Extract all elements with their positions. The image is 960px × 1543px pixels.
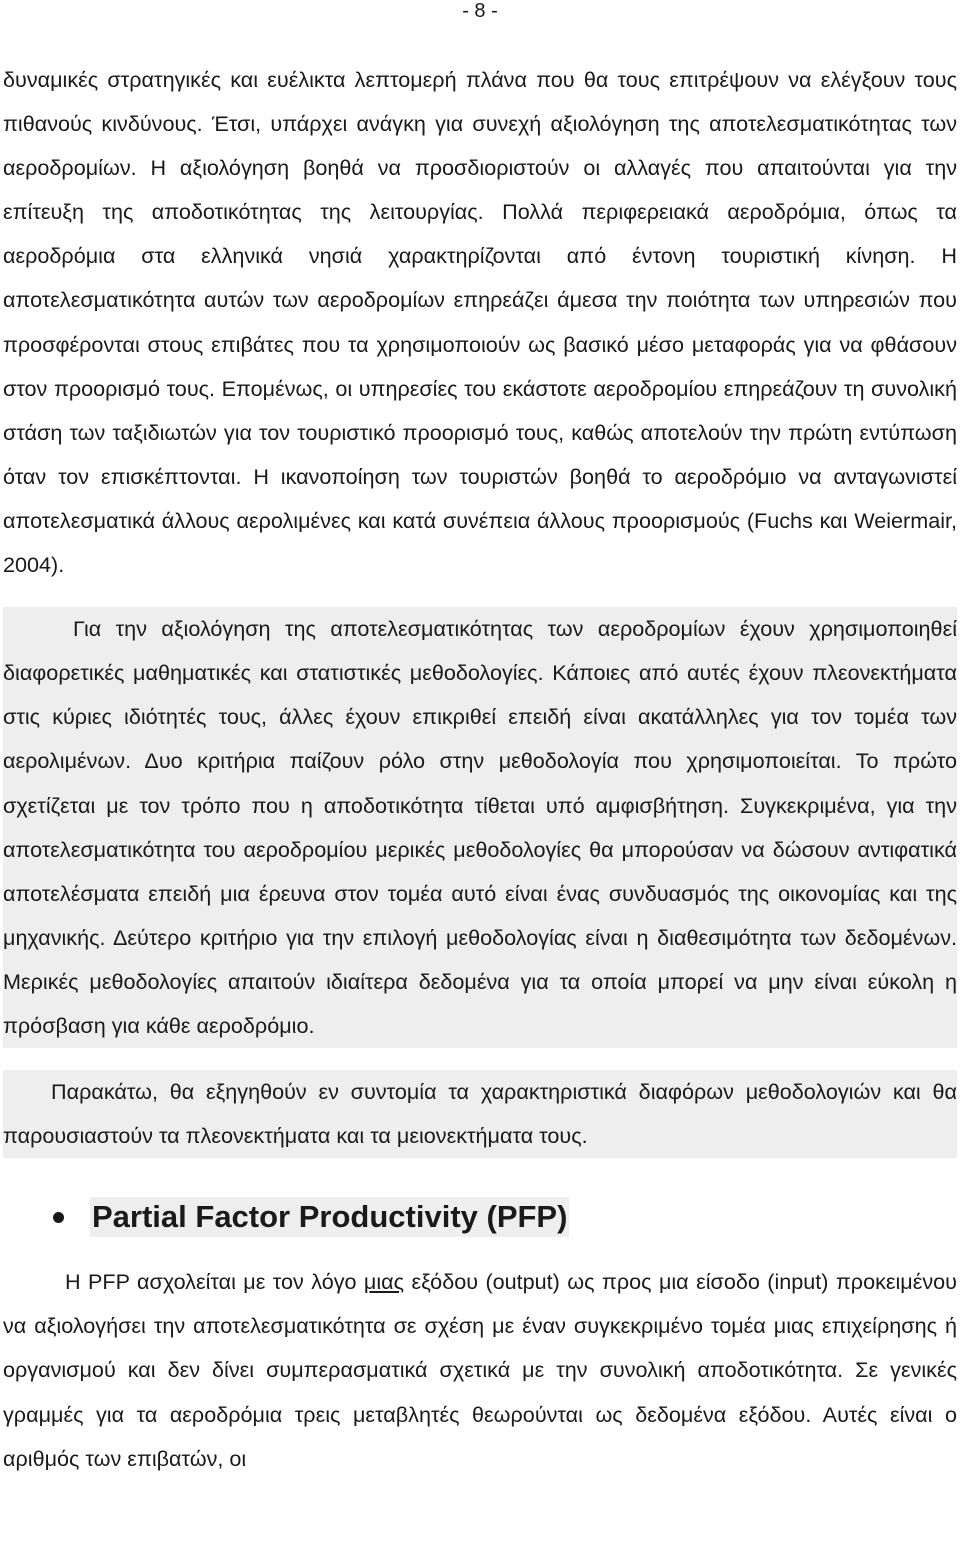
section-heading-pfp	[3, 1192, 957, 1242]
paragraph-evaluation-methodologies: Για την αξιολόγηση της αποτελεσματικότητας των αεροδρομίων έχουν χρησιμοποιηθεί διαφορετικές μαθηματικές και στατιστικές μεθοδολογίες. Κάποιες από αυτές έχουν πλεονεκτήματα στις κύριες ιδιότητές τους, άλλες έχουν επικριθεί επειδή είναι ακατάλληλες για τον τομέα των αερολιμένων. Δυο κριτήρια παίζουν ρόλο στην μεθοδολογία που χρησιμοποιείται. Το πρώτο σχετίζεται με τον τρόπο που η αποδοτικότητα τίθεται υπό αμφισβήτηση. Συγκεκριμένα, για την αποτελεσματικότητα του αεροδρομίου μερικές μεθοδολογίες θα μπορούσαν να δώσουν αντιφατικά αποτελέσματα επειδή μια έρευνα στον τομέα αυτό είναι ένας συνδυασμός της οικονομίας και της μηχανικής. Δεύτερο κριτήριο για την επιλογή μεθοδολογίας είναι η διαθεσιμότητα των δεδομένων. Μερικές μεθοδολογίες απαιτούν ιδιαίτερα δεδομένα για τα οποία μπορεί να μην είναι εύκολη η πρόσβαση για κάθε αεροδρόμιο.	[3, 607, 957, 1048]
bullet-icon	[53, 1212, 64, 1223]
document-body	[3, 58, 957, 1481]
underlined-word: μιας	[363, 1269, 405, 1295]
paragraph-overview-intro: Παρακάτω, θα εξηγηθούν εν συντομία τα χαρακτηριστικά διαφόρων μεθοδολογιών και θα παρουσιαστούν τα πλεονεκτήματα και τα μειονεκτήματα τους.	[3, 1070, 957, 1158]
page-number: - 8 -	[462, 0, 498, 22]
paragraph-airport-effectiveness: δυναμικές στρατηγικές και ευέλικτα λεπτομερή πλάνα που θα τους επιτρέψουν να ελέγξουν τους πιθανούς κινδύνους. Έτσι, υπάρχει ανάγκη για συνεχή αξιολόγηση της αποτελεσματικότητας των αεροδρομίων. Η αξιολόγηση βοηθά να προσδιοριστούν οι αλλαγές που απαιτούνται για την επίτευξη της αποδοτικότητας της λειτουργίας. Πολλά περιφερειακά αεροδρόμια, όπως τα αεροδρόμια στα ελληνικά νησιά χαρακτηρίζονται από έντονη τουριστική κίνηση. Η αποτελεσματικότητα αυτών των αεροδρομίων επηρεάζει άμεσα την ποιότητα των υπηρεσιών που προσφέρονται στους επιβάτες που τα χρησιμοποιούν ως βασικό μέσο μεταφοράς για να φθάσουν στον προορισμό τους. Επομένως, οι υπηρεσίες του εκάστοτε αεροδρομίου επηρεάζουν τη συνολική στάση των ταξιδιωτών για τον τουριστικό προορισμό τους, καθώς αποτελούν την πρώτη εντύπωση όταν τον επισκέπτονται. Η ικανοποίηση των τουριστών βοηθά το αεροδρόμιο να ανταγωνιστεί αποτελεσματικά άλλους αερολιμένες και κατά συνέπεια άλλους προορισμούς (Fuchs και Weiermair, 2004).	[3, 67, 957, 578]
paragraph-pfp-definition: Η PFP ασχολείται με τον λόγο μιας εξόδου (output) ως προς μια είσοδο (input) προκειμένου να αξιολογήσει την αποτελεσματικότητα σε σχέση με έναν συγκεκριμένο τομέα μιας επιχείρησης ή οργανισμού και δεν δίνει συμπερασματικά σχετικά με την συνολική αποδοτικότητα. Σε γενικές γραμμές για τα αεροδρόμια τρεις μεταβλητές θεωρούνται ως δεδομένα εξόδου. Αυτές είναι ο αριθμός των επιβατών, οι	[3, 1269, 957, 1471]
section-heading-title: Partial Factor Productivity (PFP)	[90, 1197, 569, 1237]
